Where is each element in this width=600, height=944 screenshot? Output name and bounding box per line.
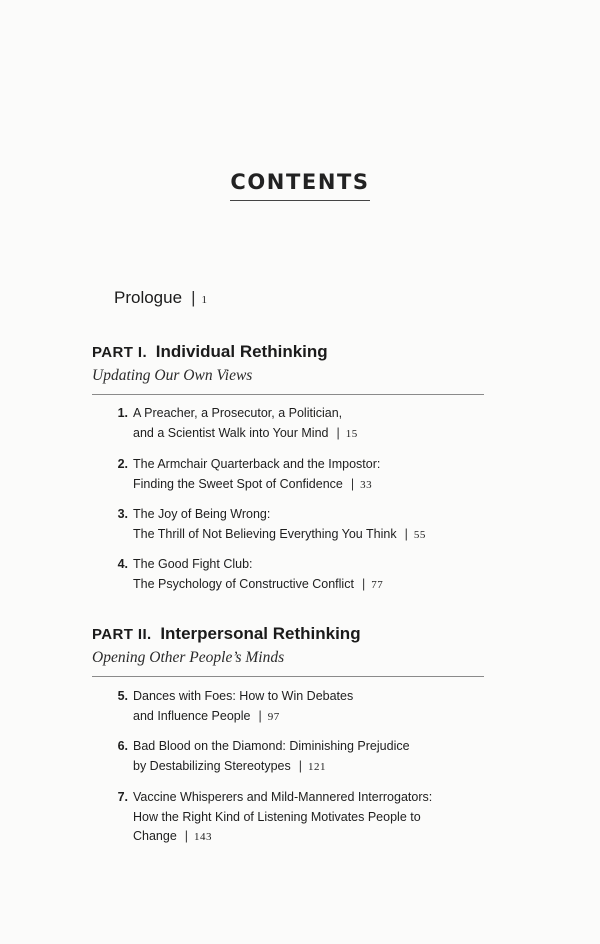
part-heading xyxy=(92,342,328,362)
chapter-number: 6. xyxy=(117,739,128,753)
chapter-title-line: Dances with Foes: How to Win Debates xyxy=(133,689,354,703)
toc-entry-prologue[interactable] xyxy=(114,288,207,308)
chapter-number: 5. xyxy=(117,689,128,703)
separator: | xyxy=(361,576,366,591)
chapter-number: 2. xyxy=(117,457,128,471)
separator: | xyxy=(298,758,302,773)
toc-entry-chapter-7[interactable] xyxy=(112,788,482,848)
part-heading xyxy=(92,624,361,644)
chapter-title-line: Finding the Sweet Spot of Confidence xyxy=(133,476,343,491)
page-number: 55 xyxy=(413,528,426,541)
toc-entry-chapter-4[interactable] xyxy=(112,555,482,595)
separator: | xyxy=(336,425,340,440)
part-label: PART I. xyxy=(92,344,148,361)
page-number: 97 xyxy=(267,710,280,723)
toc-entry-chapter-5[interactable] xyxy=(112,687,482,727)
chapter-title-line: The Psychology of Constructive Conflict xyxy=(133,576,354,591)
page-title xyxy=(0,170,600,201)
separator: | xyxy=(350,476,355,491)
part-title: Interpersonal Rethinking xyxy=(160,624,361,643)
separator: | xyxy=(191,288,196,307)
chapter-number: 7. xyxy=(117,790,128,804)
separator: | xyxy=(184,829,189,843)
page-number: 143 xyxy=(194,831,213,843)
separator: | xyxy=(404,526,408,541)
divider xyxy=(92,394,484,395)
chapter-title-line: The Joy of Being Wrong: xyxy=(133,507,271,521)
chapter-title-line: Vaccine Whisperers and Mild-Mannered Interrogators: xyxy=(133,790,433,804)
chapter-number: 3. xyxy=(117,507,128,521)
prologue-title: Prologue xyxy=(114,288,183,307)
contents-heading: CONTENTS xyxy=(230,170,369,201)
part-title: Individual Rethinking xyxy=(155,342,328,361)
divider xyxy=(92,676,484,677)
chapter-title-line: and Influence People xyxy=(133,708,251,723)
page-number: 121 xyxy=(307,760,326,773)
page-number: 15 xyxy=(345,427,358,440)
toc-entry-chapter-3[interactable] xyxy=(112,505,482,545)
chapter-title-line: by Destabilizing Stereotypes xyxy=(133,758,291,773)
chapter-title-line: How the Right Kind of Listening Motivates People to xyxy=(133,809,421,824)
chapter-title-line: The Armchair Quarterback and the Impostor: xyxy=(133,457,381,471)
page-number: 33 xyxy=(360,478,373,491)
chapter-title-line: and a Scientist Walk into Your Mind xyxy=(133,425,329,440)
chapter-title-line: The Thrill of Not Believing Everything You Think xyxy=(133,526,397,541)
chapter-title-line: The Good Fight Club: xyxy=(133,557,253,571)
toc-entry-chapter-6[interactable] xyxy=(112,737,482,777)
page-number: 1 xyxy=(201,294,208,306)
toc-entry-chapter-1[interactable] xyxy=(112,404,482,444)
chapter-title-line: Change xyxy=(133,829,177,843)
toc-entry-chapter-2[interactable] xyxy=(112,455,482,495)
chapter-number: 1. xyxy=(117,406,128,420)
part-subtitle: Opening Other People’s Minds xyxy=(92,649,285,666)
chapter-title-line: A Preacher, a Prosecutor, a Politician, xyxy=(133,406,343,420)
part-subtitle: Updating Our Own Views xyxy=(92,367,253,384)
chapter-title-line: Bad Blood on the Diamond: Diminishing Prejudice xyxy=(133,739,410,753)
separator: | xyxy=(258,708,262,723)
chapter-number: 4. xyxy=(117,557,128,571)
part-label: PART II. xyxy=(92,626,152,643)
page-number: 77 xyxy=(371,578,384,591)
